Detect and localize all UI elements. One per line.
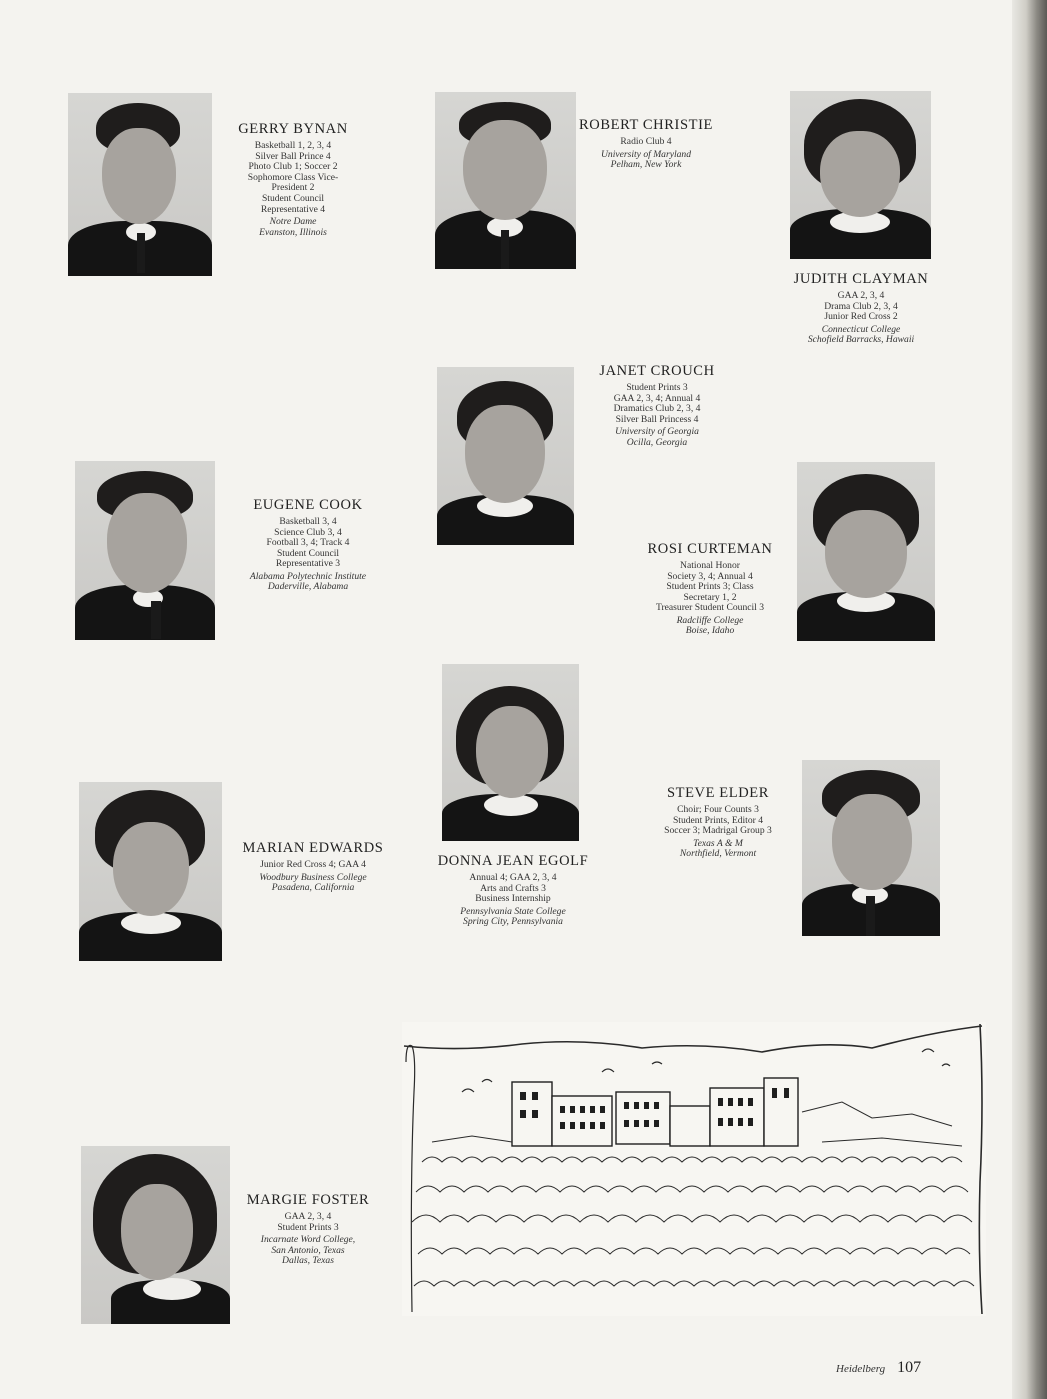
student-name: GERRY BYNAN bbox=[238, 121, 348, 137]
student-activities: Junior Red Cross 4; GAA 4 bbox=[260, 859, 366, 870]
student-name: ROBERT CHRISTIE bbox=[579, 117, 713, 133]
student-destination: Texas A & M Northfield, Vermont bbox=[679, 837, 757, 860]
caption-janet-crouch bbox=[582, 363, 732, 448]
caption-eugene-cook bbox=[228, 497, 388, 593]
portrait-judith-clayman bbox=[790, 91, 931, 259]
caption-steve-elder bbox=[638, 785, 798, 860]
student-destination: Notre Dame Evanston, Illinois bbox=[259, 216, 327, 238]
student-destination: Incarnate Word College, San Antonio, Texas Dallas, Texas bbox=[260, 1234, 356, 1266]
portrait-rosi-curteman bbox=[797, 462, 935, 641]
portrait-marian-edwards bbox=[79, 782, 222, 961]
caption-marian-edwards bbox=[233, 840, 393, 893]
student-name: DONNA JEAN EGOLF bbox=[437, 853, 589, 869]
student-activities: Basketball 1, 2, 3, 4 Silver Ball Prince 4 Photo Club 1; Soccer 2 Sophomore Class Vice- President 2 Student Council Representative 4 bbox=[247, 140, 339, 215]
portrait-steve-elder bbox=[802, 760, 940, 936]
caption-margie-foster bbox=[238, 1192, 378, 1266]
caption-rosi-curteman bbox=[630, 541, 790, 637]
student-name: JUDITH CLAYMAN bbox=[793, 271, 929, 287]
student-activities: Student Prints 3 GAA 2, 3, 4; Annual 4 Dramatics Club 2, 3, 4 Silver Ball Princess 4 bbox=[613, 382, 701, 425]
student-activities: GAA 2, 3, 4 Drama Club 2, 3, 4 Junior Red Cross 2 bbox=[824, 290, 898, 323]
portrait-janet-crouch bbox=[437, 367, 574, 545]
student-destination: Alabama Polytechnic Institute Daderville, Alabama bbox=[249, 570, 367, 593]
student-destination: University of Georgia Ocilla, Georgia bbox=[615, 426, 699, 448]
student-name: ROSI CURTEMAN bbox=[647, 541, 773, 557]
heidelberg-castle-illustration bbox=[402, 1022, 986, 1316]
student-destination: Radcliffe College Boise, Idaho bbox=[676, 614, 744, 637]
page-footer bbox=[836, 1359, 921, 1377]
footer-place: Heidelberg bbox=[836, 1363, 886, 1375]
student-activities: GAA 2, 3, 4 Student Prints 3 bbox=[277, 1211, 339, 1233]
caption-judith-clayman bbox=[786, 271, 936, 346]
student-name: EUGENE COOK bbox=[253, 497, 363, 513]
portrait-robert-christie bbox=[435, 92, 576, 269]
student-name: MARIAN EDWARDS bbox=[242, 840, 384, 856]
student-activities: Radio Club 4 bbox=[620, 136, 672, 147]
caption-donna-jean-egolf bbox=[433, 853, 593, 928]
caption-robert-christie bbox=[576, 117, 716, 170]
student-destination: Pennsylvania State College Spring City, Pennsylvania bbox=[460, 905, 566, 928]
student-activities: Annual 4; GAA 2, 3, 4 Arts and Crafts 3 Business Internship bbox=[469, 872, 557, 905]
student-destination: University of Maryland Pelham, New York bbox=[600, 148, 692, 170]
portrait-donna-jean-egolf bbox=[442, 664, 579, 841]
portrait-eugene-cook bbox=[75, 461, 215, 640]
page-number: 107 bbox=[897, 1359, 922, 1376]
portrait-gerry-bynan bbox=[68, 93, 212, 276]
student-activities: National Honor Society 3, 4; Annual 4 Student Prints 3; Class Secretary 1, 2 Treasurer Student Council 3 bbox=[655, 560, 765, 614]
student-destination: Connecticut College Schofield Barracks, Hawaii bbox=[807, 323, 915, 346]
student-activities: Choir; Four Counts 3 Student Prints, Editor 4 Soccer 3; Madrigal Group 3 bbox=[664, 804, 772, 837]
student-activities: Basketball 3, 4 Science Club 3, 4 Football 3, 4; Track 4 Student Council Representative 3 bbox=[266, 516, 350, 570]
student-name: STEVE ELDER bbox=[666, 785, 770, 801]
student-name: JANET CROUCH bbox=[599, 363, 715, 379]
portrait-margie-foster bbox=[81, 1146, 230, 1324]
caption-gerry-bynan bbox=[218, 121, 368, 238]
book-binding-shadow bbox=[1012, 0, 1047, 1399]
student-destination: Woodbury Business College Pasadena, California bbox=[259, 871, 367, 893]
student-name: MARGIE FOSTER bbox=[246, 1192, 370, 1208]
